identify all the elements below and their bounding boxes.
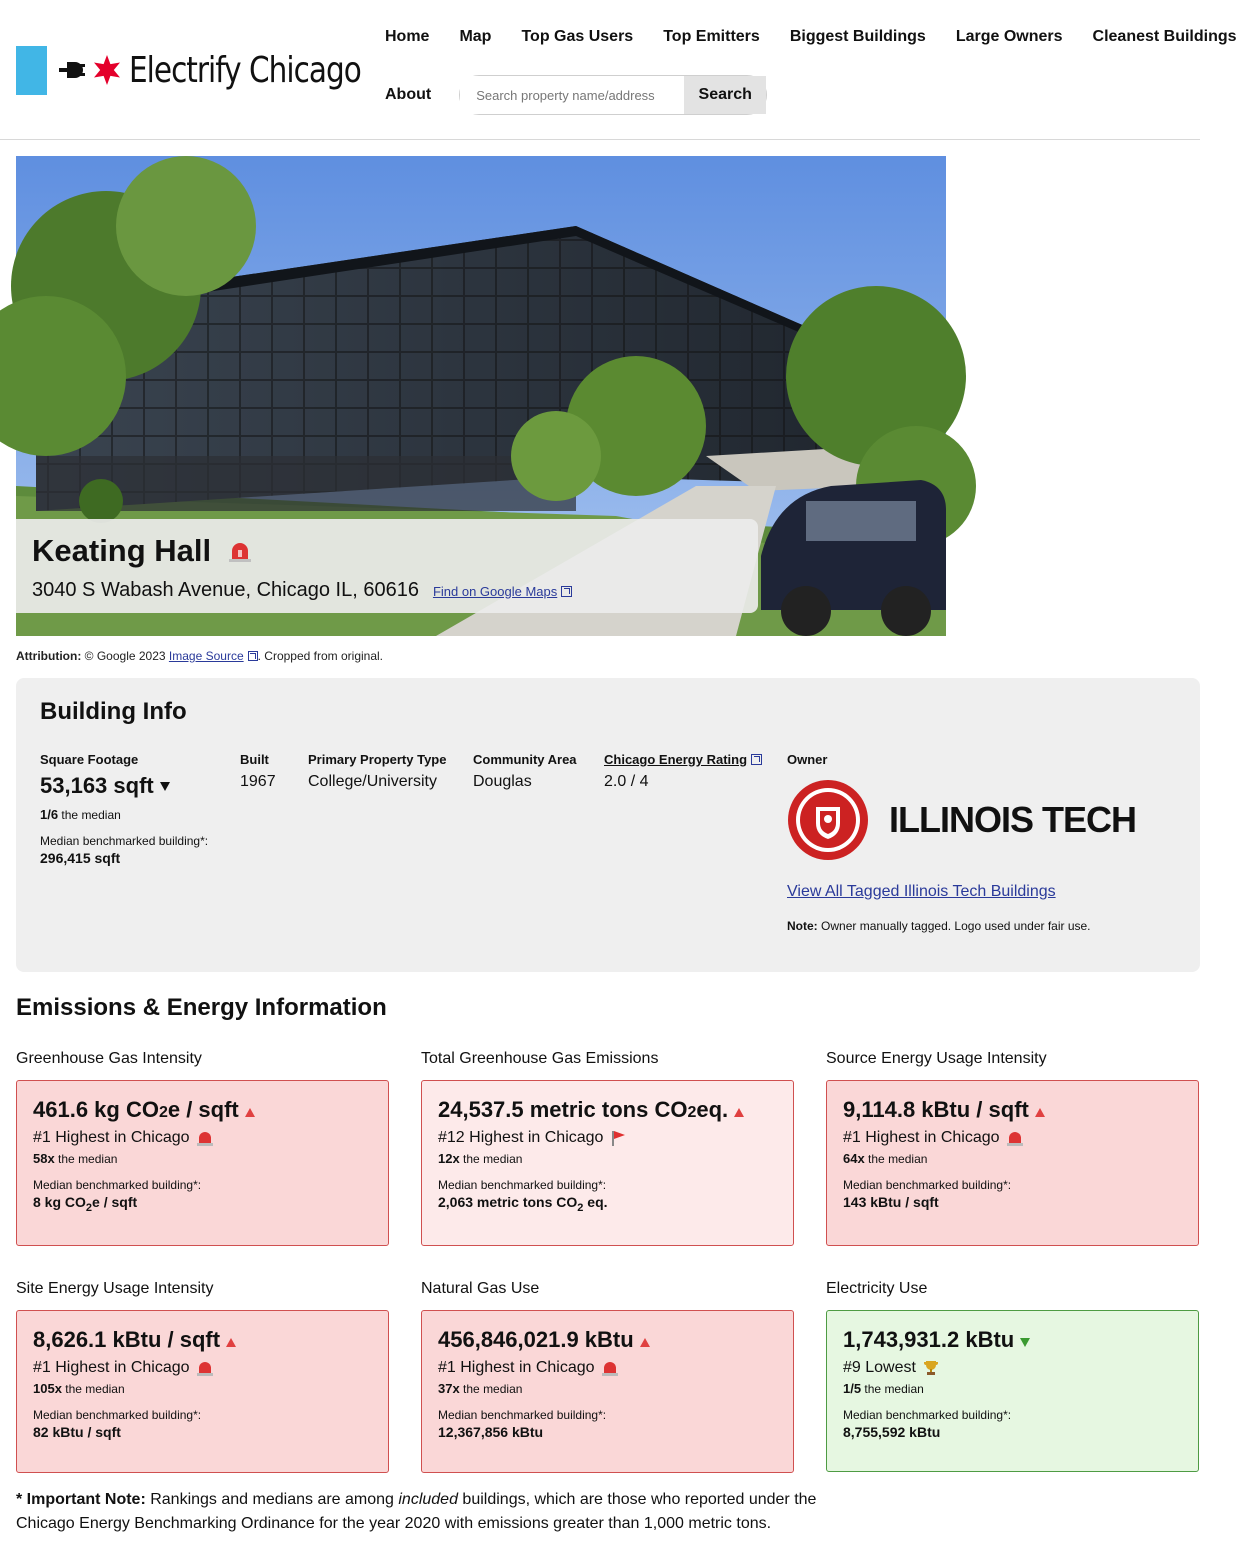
building-info-panel	[16, 678, 1200, 972]
nav-large-owners[interactable]: Large Owners	[955, 28, 1063, 45]
building-address: 3040 S Wabash Avenue, Chicago IL, 60616	[32, 579, 419, 601]
source-eui-label: Source Energy Usage Intensity	[826, 1050, 1047, 1067]
nav-cleanest-buildings[interactable]: Cleanest Buildings	[1092, 28, 1237, 45]
owner-note-text: Owner manually tagged. Logo used under fair use.	[821, 919, 1091, 933]
search-form	[459, 75, 767, 115]
ghg-intensity-multiple	[33, 1151, 372, 1166]
ghg-intensity-value-post: e / sqft	[167, 1097, 239, 1122]
attribution-suffix: . Cropped from original.	[257, 649, 384, 663]
energy-rating-label: Chicago Energy Rating	[604, 752, 748, 767]
electricity-label: Electricity Use	[826, 1280, 928, 1297]
square-footage-text: 53,163 sqft	[40, 773, 154, 798]
total-ghg-multiple-value: 12x	[438, 1151, 460, 1166]
electricity-rank	[843, 1359, 1182, 1377]
owner-note-label: Note:	[787, 919, 818, 933]
site-eui-card	[16, 1310, 389, 1473]
total-ghg-card	[421, 1080, 794, 1246]
electricity-median-label: Median benchmarked building*:	[843, 1408, 1012, 1422]
ghg-intensity-multiple-value: 58x	[33, 1151, 55, 1166]
building-info-title: Building Info	[40, 698, 187, 725]
site-eui-multiple-value: 105x	[33, 1381, 62, 1396]
siren-icon	[196, 1130, 214, 1146]
source-eui-value-text: 9,114.8 kBtu / sqft	[843, 1097, 1029, 1122]
median-suffix: the median	[868, 1152, 928, 1166]
owner-note	[787, 919, 1136, 933]
ghg-intensity-median-post: e / sqft	[92, 1194, 138, 1210]
natural-gas-card	[421, 1310, 794, 1473]
property-type-block	[308, 752, 446, 791]
building-address-row	[32, 579, 742, 602]
source-eui-multiple	[843, 1151, 1182, 1166]
natural-gas-rank	[438, 1359, 777, 1377]
source-eui-median-label: Median benchmarked building*:	[843, 1178, 1012, 1192]
site-eui-label: Site Energy Usage Intensity	[16, 1280, 214, 1297]
electricity-card	[826, 1310, 1199, 1472]
up-arrow-icon	[226, 1338, 236, 1347]
electricity-multiple-value: 1/5	[843, 1381, 862, 1396]
main-nav	[385, 28, 1237, 103]
up-arrow-icon	[245, 1108, 255, 1117]
community-area-label: Community Area	[473, 752, 577, 767]
ghg-intensity-value-sub: 2	[158, 1104, 168, 1121]
image-source-link[interactable]	[169, 649, 258, 663]
site-eui-multiple	[33, 1381, 372, 1396]
plug-icon	[57, 55, 87, 85]
energy-rating-link[interactable]	[604, 752, 762, 767]
ghg-intensity-median-label: Median benchmarked building*:	[33, 1178, 202, 1192]
site-eui-rank-text: #1 Highest in Chicago	[33, 1359, 190, 1376]
up-arrow-icon	[734, 1108, 744, 1117]
source-eui-rank	[843, 1129, 1182, 1147]
building-title	[32, 533, 742, 569]
total-ghg-median-sub: 2	[577, 1201, 584, 1214]
source-eui-card	[826, 1080, 1199, 1246]
site-eui-value-text: 8,626.1 kBtu / sqft	[33, 1327, 221, 1352]
built-label: Built	[240, 752, 269, 767]
attribution-label: Attribution:	[16, 649, 82, 663]
property-type-label: Primary Property Type	[308, 752, 447, 767]
total-ghg-median-post: eq.	[583, 1194, 608, 1210]
illinois-tech-seal-icon	[787, 779, 869, 861]
community-area-value: Douglas	[473, 773, 532, 790]
emissions-title: Emissions & Energy Information	[16, 994, 387, 1021]
nav-biggest-buildings[interactable]: Biggest Buildings	[789, 28, 926, 45]
nav-top-emitters[interactable]: Top Emitters	[663, 28, 760, 45]
natural-gas-multiple	[438, 1381, 777, 1396]
natural-gas-value	[438, 1327, 777, 1353]
siren-icon	[227, 539, 253, 563]
median-suffix: the median	[65, 1382, 125, 1396]
nav-map[interactable]: Map	[459, 28, 492, 45]
square-footage-block	[40, 752, 208, 866]
total-ghg-multiple	[438, 1151, 777, 1166]
down-arrow-icon	[160, 782, 170, 791]
nav-home[interactable]: Home	[385, 28, 430, 45]
owner-logo	[787, 779, 1136, 861]
red-flag-icon	[609, 1130, 627, 1146]
source-eui-rank-text: #1 Highest in Chicago	[843, 1129, 1000, 1146]
total-ghg-median-pre: 2,063 metric tons CO	[438, 1194, 578, 1210]
square-footage-median-label: Median benchmarked building*:	[40, 834, 209, 848]
ghg-intensity-value	[33, 1097, 372, 1123]
median-suffix: the median	[463, 1152, 523, 1166]
square-footage-median-value: 296,415 sqft	[40, 850, 121, 866]
total-ghg-label: Total Greenhouse Gas Emissions	[421, 1050, 659, 1067]
logo-text: Electrify Chicago	[129, 49, 361, 91]
site-logo[interactable]	[16, 45, 412, 95]
square-footage-value	[40, 773, 208, 799]
natural-gas-value-text: 456,846,021.9 kBtu	[438, 1327, 634, 1352]
ghg-intensity-rank	[33, 1129, 372, 1147]
energy-rating-value: 2.0 / 4	[604, 773, 649, 790]
energy-rating-block	[604, 752, 762, 791]
up-arrow-icon	[640, 1338, 650, 1347]
logo-blue-bar	[16, 46, 47, 95]
building-caption	[16, 519, 758, 613]
ghg-intensity-value-pre: 461.6 kg CO	[33, 1097, 159, 1122]
site-eui-rank	[33, 1359, 372, 1377]
community-area-block	[473, 752, 577, 791]
natural-gas-multiple-value: 37x	[438, 1381, 460, 1396]
important-note	[16, 1488, 846, 1536]
ghg-intensity-card	[16, 1080, 389, 1246]
source-eui-value	[843, 1097, 1182, 1123]
electricity-value-text: 1,743,931.2 kBtu	[843, 1327, 1015, 1352]
electricity-multiple	[843, 1381, 1182, 1396]
site-header	[0, 0, 1237, 140]
important-note-text-2: buildings, which are those who reported under the Chicago Energy Benchmarking Ordinance for the year 2020 with emissions greater than 1,000 metric tons.	[16, 1491, 817, 1532]
total-ghg-value-post: eq.	[696, 1097, 729, 1122]
square-footage-ratio	[40, 807, 208, 822]
median-suffix: the median	[864, 1382, 924, 1396]
trophy-icon	[922, 1360, 940, 1376]
built-block	[240, 752, 276, 791]
total-ghg-median-label: Median benchmarked building*:	[438, 1178, 607, 1192]
built-value: 1967	[240, 773, 276, 790]
site-eui-median-label: Median benchmarked building*:	[33, 1408, 202, 1422]
natural-gas-rank-text: #1 Highest in Chicago	[438, 1359, 595, 1376]
square-footage-ratio-value: 1/6	[40, 807, 59, 822]
site-eui-median-value: 82 kBtu / sqft	[33, 1424, 121, 1440]
nav-about[interactable]: About	[385, 86, 432, 103]
source-eui-median-value: 143 kBtu / sqft	[843, 1194, 939, 1210]
important-note-label: * Important Note:	[16, 1491, 146, 1508]
siren-icon	[601, 1360, 619, 1376]
ghg-intensity-median-value	[33, 1194, 372, 1214]
siren-icon	[196, 1360, 214, 1376]
external-link-icon	[248, 651, 258, 661]
total-ghg-value-pre: 24,537.5 metric tons CO	[438, 1097, 688, 1122]
total-ghg-rank	[438, 1129, 777, 1147]
ghg-intensity-median-sub: 2	[85, 1201, 93, 1214]
important-note-text-1: Rankings and medians are among	[145, 1491, 399, 1508]
electricity-median-value: 8,755,592 kBtu	[843, 1424, 941, 1440]
site-eui-value	[33, 1327, 372, 1353]
external-link-icon	[751, 754, 762, 765]
median-suffix: the median	[463, 1382, 523, 1396]
search-button[interactable]: Search	[684, 76, 766, 114]
down-arrow-icon	[1020, 1338, 1030, 1347]
owner-buildings-link[interactable]: View All Tagged Illinois Tech Buildings	[787, 883, 1056, 900]
google-maps-link-label: Find on Google Maps	[432, 584, 558, 599]
ghg-intensity-rank-text: #1 Highest in Chicago	[33, 1129, 190, 1146]
google-maps-link[interactable]	[433, 584, 572, 599]
property-type-value: College/University	[308, 773, 437, 790]
electricity-value	[843, 1327, 1182, 1353]
owner-block	[787, 752, 1136, 933]
image-attribution	[16, 649, 383, 663]
source-eui-multiple-value: 64x	[843, 1151, 865, 1166]
ghg-intensity-label: Greenhouse Gas Intensity	[16, 1050, 202, 1067]
natural-gas-label: Natural Gas Use	[421, 1280, 540, 1297]
siren-icon	[1006, 1130, 1024, 1146]
total-ghg-value-sub: 2	[687, 1104, 697, 1121]
total-ghg-value	[438, 1097, 777, 1123]
up-arrow-icon	[1035, 1108, 1045, 1117]
natural-gas-median-label: Median benchmarked building*:	[438, 1408, 607, 1422]
owner-label: Owner	[787, 752, 828, 767]
median-suffix: the median	[58, 1152, 118, 1166]
image-source-link-label: Image Source	[168, 649, 244, 663]
building-name: Keating Hall	[32, 533, 212, 568]
external-link-icon	[561, 586, 572, 597]
electricity-rank-text: #9 Lowest	[843, 1359, 916, 1376]
owner-logo-text: ILLINOIS TECH	[889, 799, 1136, 840]
ghg-intensity-median-pre: 8 kg CO	[33, 1194, 86, 1210]
search-input[interactable]	[460, 76, 684, 114]
chicago-star-icon	[91, 54, 123, 86]
important-note-emphasis: included	[398, 1491, 458, 1508]
total-ghg-rank-text: #12 Highest in Chicago	[438, 1129, 604, 1146]
square-footage-label: Square Footage	[40, 752, 139, 767]
building-photo	[16, 156, 946, 636]
nav-top-gas-users[interactable]: Top Gas Users	[521, 28, 634, 45]
total-ghg-median-value	[438, 1194, 777, 1214]
attribution-text: © Google 2023	[84, 649, 166, 663]
natural-gas-median-value: 12,367,856 kBtu	[438, 1424, 544, 1440]
square-footage-ratio-suffix: the median	[61, 808, 121, 822]
